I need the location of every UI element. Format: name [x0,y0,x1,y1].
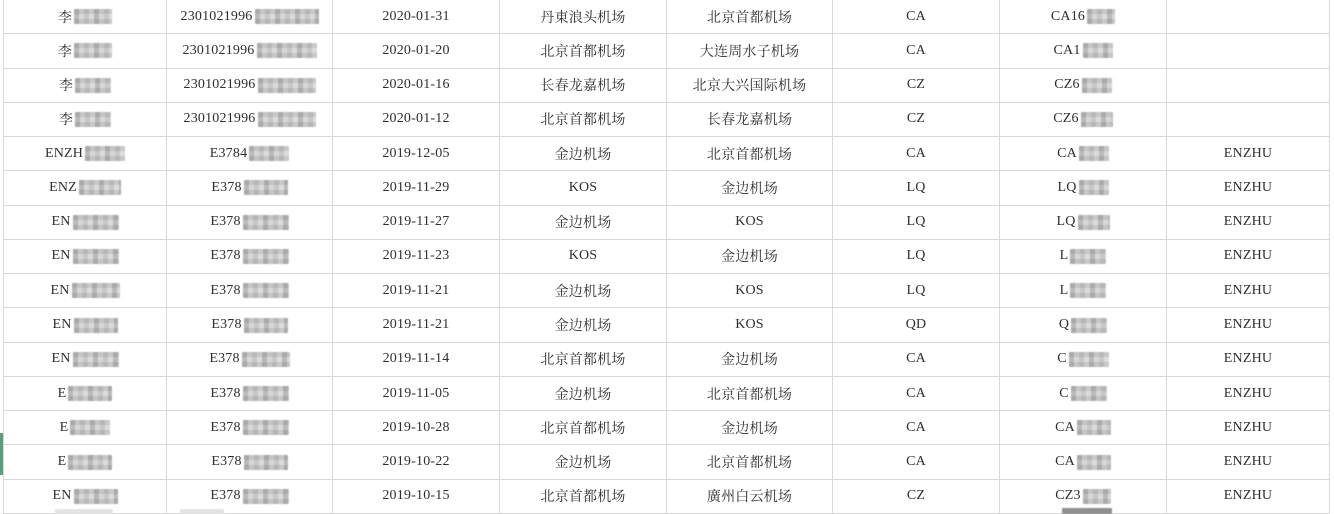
cell-flight-number[interactable] [1000,137,1167,171]
cell-id-number[interactable] [167,445,333,479]
cell-text: ENZHU [1223,248,1273,264]
cell-departure-airport[interactable] [500,274,667,308]
cell-remark[interactable] [1167,274,1330,308]
cell-text: LQ [906,214,926,230]
cell-arrival-airport[interactable] [667,240,833,274]
redaction-mosaic [244,318,288,333]
cell-text: 2019-11-23 [382,248,450,264]
cell-text: 北京首都机场 [540,44,626,60]
redaction-mosaic [1078,215,1110,230]
cell-text: 李 [57,44,73,60]
cell-text: E378 [210,282,241,298]
cell-text: EN [51,248,71,264]
cell-text: 金边机场 [554,284,612,300]
cell-text: CZ6 [1054,77,1080,93]
cell-text: ENZHU [1223,214,1273,230]
cell-text: CZ [906,488,926,504]
cell-text: 2020-01-16 [382,77,450,93]
cell-passenger-name[interactable] [4,206,167,240]
cell-text: 北京首都机场 [540,113,626,129]
cell-text: 金边机场 [554,387,612,403]
cell-text: ENZHU [1223,454,1273,470]
cell-text: EN [51,351,71,367]
cell-arrival-airport[interactable] [667,445,833,479]
cell-remark[interactable] [1167,34,1330,68]
cell-passenger-name[interactable] [4,377,167,411]
cell-text: 北京首都机场 [706,456,793,472]
cell-passenger-name[interactable] [4,445,167,479]
cell-text: 北京首都机场 [706,10,793,26]
cell-id-number[interactable] [167,137,333,171]
cell-id-number[interactable] [167,377,333,411]
redaction-mosaic [1082,78,1112,93]
cell-text: 金边机场 [554,319,612,335]
redaction-mosaic [74,489,118,504]
cell-text: 2301021996 [180,8,253,24]
cell-passenger-name[interactable] [4,171,167,205]
redaction-mosaic [242,352,290,367]
cell-text: CZ [906,77,926,93]
cell-passenger-name[interactable] [4,103,167,137]
redaction-mosaic [74,318,118,333]
cell-text: CZ [906,111,926,127]
cell-text: 金边机场 [554,216,612,232]
redaction-mosaic [72,283,120,298]
redaction-mosaic [255,9,319,24]
cell-remark[interactable] [1167,308,1330,342]
cell-text: CA [1055,419,1075,435]
cell-text: LQ [906,179,926,195]
cell-text: 2019-11-21 [382,282,450,298]
cell-airline-code[interactable] [833,103,1000,137]
cell-flight-number[interactable] [1000,274,1167,308]
redaction-mosaic [243,386,289,401]
cell-arrival-airport[interactable] [667,171,833,205]
cell-flight-number[interactable] [1000,343,1167,377]
redaction-mosaic [258,78,316,93]
cell-remark[interactable] [1167,206,1330,240]
redaction-mosaic [73,352,119,367]
cell-text: E [59,419,69,435]
cell-text: 北京首都机场 [706,147,793,163]
redaction-mosaic [73,215,119,230]
cell-departure-airport[interactable] [500,34,667,68]
redaction-mosaic [1070,249,1106,264]
redaction-mosaic [73,249,119,264]
cell-flight-date[interactable] [333,240,500,274]
cell-airline-code[interactable] [833,137,1000,171]
cell-text: 金边机场 [554,147,612,163]
redaction-mosaic [1071,386,1107,401]
cell-flight-date[interactable] [333,445,500,479]
cell-departure-airport[interactable] [500,137,667,171]
cell-departure-airport[interactable] [500,445,667,479]
cell-text: E378 [210,488,241,504]
cell-text: C [1057,351,1067,367]
cell-remark[interactable] [1167,69,1330,103]
cell-flight-number[interactable] [1000,308,1167,342]
cell-text: ENZHU [1223,317,1273,333]
cell-text: KOS [568,248,598,264]
cell-remark[interactable] [1167,137,1330,171]
cell-text: Q [1058,317,1070,333]
cell-flight-date[interactable] [333,69,500,103]
cell-id-number[interactable] [167,274,333,308]
cell-passenger-name[interactable] [4,411,167,445]
cell-text: L [1059,248,1069,264]
cell-departure-airport[interactable] [500,377,667,411]
cell-flight-date[interactable] [333,171,500,205]
cell-text: LQ [1056,214,1076,230]
cell-text: KOS [735,317,764,333]
cell-flight-number[interactable] [1000,171,1167,205]
cell-text: 2019-11-05 [382,385,450,401]
cell-text: 2020-01-31 [382,8,450,24]
cell-text: EN [52,488,72,504]
cell-text: CA [1057,145,1077,161]
cell-remark[interactable] [1167,0,1330,34]
cell-text: 2020-01-12 [382,111,450,127]
cell-arrival-airport[interactable] [667,69,833,103]
cell-departure-airport[interactable] [500,308,667,342]
cell-text: ENZHU [1223,385,1273,401]
cell-id-number[interactable] [167,103,333,137]
cell-remark[interactable] [1167,445,1330,479]
redaction-mosaic [257,43,317,58]
cell-text: ENZH [44,145,84,161]
cell-text: 2019-11-21 [382,317,450,333]
cell-text: ENZHU [1223,419,1273,435]
cell-text: LQ [906,282,926,298]
row-accent-strip [0,433,3,475]
cell-flight-number[interactable] [1000,103,1167,137]
cell-text: 北京首都机场 [706,387,793,403]
cell-passenger-name[interactable] [4,69,167,103]
cell-text: CA [906,8,926,24]
cell-text: 金边机场 [721,353,778,369]
cell-passenger-name[interactable] [4,308,167,342]
cell-text: CA [906,145,926,161]
cell-id-number[interactable] [167,411,333,445]
cell-arrival-airport[interactable] [667,308,833,342]
redaction-mosaic [1087,9,1115,24]
cell-airline-code[interactable] [833,274,1000,308]
cell-text: CA16 [1050,8,1086,24]
cell-arrival-airport[interactable] [667,411,833,445]
cell-text: EN [51,214,71,230]
cell-flight-date[interactable] [333,411,500,445]
redaction-mosaic [68,455,112,470]
redaction-mosaic [74,43,112,58]
cell-text: 北京首都机场 [540,490,626,506]
cell-text: EN [52,317,72,333]
redaction-mosaic [243,283,289,298]
redaction-mosaic [75,112,111,127]
cell-text: 2019-12-05 [382,145,450,161]
cell-text: E378 [210,214,241,230]
flight-records-table [3,0,1330,514]
cell-text: E378 [211,317,242,333]
cell-arrival-airport[interactable] [667,480,833,514]
redaction-mosaic [1077,455,1111,470]
cell-text: KOS [735,282,764,298]
cell-text: 长春龙嘉机场 [540,79,626,95]
redaction-mosaic [1077,420,1111,435]
cell-text: E [57,385,67,401]
cell-text: 金边机场 [721,181,778,197]
cell-passenger-name[interactable] [4,274,167,308]
cell-arrival-airport[interactable] [667,377,833,411]
cell-text: 2301021996 [182,42,255,58]
redaction-mosaic [1079,146,1109,161]
cell-arrival-airport[interactable] [667,34,833,68]
cell-remark[interactable] [1167,240,1330,274]
cell-text: E378 [210,385,241,401]
cell-text: 2019-11-27 [382,214,450,230]
cell-flight-date[interactable] [333,34,500,68]
cell-text: ENZHU [1223,351,1273,367]
redaction-mosaic [244,180,288,195]
cell-arrival-airport[interactable] [667,343,833,377]
cell-passenger-name[interactable] [4,343,167,377]
cell-text: 北京首都机场 [540,421,626,437]
cell-text: E3784 [209,145,248,161]
table-grid [4,0,1330,514]
cell-text: 2020-01-20 [382,42,450,58]
cell-flight-date[interactable] [333,274,500,308]
cell-text: KOS [568,179,598,195]
cell-text: L [1059,282,1069,298]
cell-passenger-name[interactable] [4,34,167,68]
cell-text: 李 [58,79,74,95]
cell-text: CA [906,419,926,435]
cell-departure-airport[interactable] [500,206,667,240]
cell-flight-number[interactable] [1000,34,1167,68]
cell-text: C [1059,385,1069,401]
cell-flight-number[interactable] [1000,445,1167,479]
cell-flight-date[interactable] [333,0,500,34]
cell-text: 大连周水子机场 [699,44,800,60]
cell-airline-code[interactable] [833,308,1000,342]
cell-text: LQ [906,248,926,264]
redaction-mosaic [70,420,110,435]
redaction-mosaic [1083,43,1113,58]
redaction-mosaic [243,489,289,504]
cell-airline-code[interactable] [833,0,1000,34]
cell-text: 金边机场 [721,250,778,266]
cell-text: CZ3 [1055,488,1081,504]
cell-airline-code[interactable] [833,480,1000,514]
cell-flight-date[interactable] [333,103,500,137]
cell-text: CA [906,454,926,470]
cell-text: 北京大兴国际机场 [692,79,807,95]
cell-airline-code[interactable] [833,343,1000,377]
cell-text: CZ6 [1053,111,1079,127]
cell-text: CA [906,351,926,367]
cell-text: 金边机场 [721,421,778,437]
cell-passenger-name[interactable] [4,240,167,274]
redaction-mosaic [79,180,121,195]
cell-flight-number[interactable] [1000,377,1167,411]
cell-text: 金边机场 [554,456,612,472]
cell-flight-number[interactable] [1000,240,1167,274]
cell-remark[interactable] [1167,343,1330,377]
cell-text: 2019-10-28 [382,419,450,435]
cell-id-number[interactable] [167,69,333,103]
cell-flight-number[interactable] [1000,411,1167,445]
cell-flight-date[interactable] [333,343,500,377]
cell-arrival-airport[interactable] [667,0,833,34]
cutoff-redaction-blob [1062,508,1112,514]
cell-text: 2301021996 [183,77,256,93]
cell-remark[interactable] [1167,377,1330,411]
cell-remark[interactable] [1167,171,1330,205]
cell-text: EN [50,282,70,298]
cell-flight-date[interactable] [333,308,500,342]
cell-departure-airport[interactable] [500,171,667,205]
cell-flight-date[interactable] [333,377,500,411]
cell-departure-airport[interactable] [500,0,667,34]
cell-id-number[interactable] [167,0,333,34]
cell-flight-date[interactable] [333,137,500,171]
cell-id-number[interactable] [167,206,333,240]
cell-text: E378 [209,351,240,367]
cell-text: 北京首都机场 [540,353,626,369]
cell-id-number[interactable] [167,343,333,377]
redaction-mosaic [249,146,289,161]
cell-arrival-airport[interactable] [667,274,833,308]
cutoff-redaction-blob [180,509,224,514]
cell-text: E378 [211,179,242,195]
cell-flight-number[interactable] [1000,206,1167,240]
cell-remark[interactable] [1167,480,1330,514]
cell-text: 2019-10-22 [382,454,450,470]
cell-flight-date[interactable] [333,480,500,514]
cell-text: ENZHU [1223,488,1273,504]
cell-text: QD [905,317,927,333]
redaction-mosaic [243,420,289,435]
cell-remark[interactable] [1167,411,1330,445]
cell-departure-airport[interactable] [500,480,667,514]
cell-text: ENZ [49,179,77,195]
cell-text: ENZHU [1223,282,1273,298]
cutoff-redaction-blob [55,509,113,514]
cell-departure-airport[interactable] [500,411,667,445]
cell-departure-airport[interactable] [500,343,667,377]
cell-airline-code[interactable] [833,240,1000,274]
redaction-mosaic [243,215,289,230]
cell-id-number[interactable] [167,171,333,205]
redaction-mosaic [1079,180,1109,195]
cell-text: E378 [210,248,241,264]
redaction-mosaic [1069,352,1109,367]
cell-text: E378 [210,419,241,435]
cell-remark[interactable] [1167,103,1330,137]
cell-text: KOS [735,214,764,230]
cell-text: CA [906,42,926,58]
cell-passenger-name[interactable] [4,137,167,171]
cell-text: 长春龙嘉机场 [706,113,793,129]
redaction-mosaic [258,112,316,127]
cell-id-number[interactable] [167,308,333,342]
redaction-mosaic [243,249,289,264]
cell-arrival-airport[interactable] [667,103,833,137]
cell-airline-code[interactable] [833,171,1000,205]
redaction-mosaic [74,9,112,24]
cell-flight-date[interactable] [333,206,500,240]
cell-airline-code[interactable] [833,69,1000,103]
cell-arrival-airport[interactable] [667,137,833,171]
cell-text: E [57,454,67,470]
cell-airline-code[interactable] [833,411,1000,445]
redaction-mosaic [1081,112,1113,127]
cell-text: CA [1055,454,1075,470]
redaction-mosaic [244,455,288,470]
cell-airline-code[interactable] [833,206,1000,240]
redaction-mosaic [1070,283,1106,298]
redaction-mosaic [1083,489,1111,504]
cell-text: 李 [57,10,73,26]
cell-text: 廣州白云机场 [706,490,793,506]
cell-arrival-airport[interactable] [667,206,833,240]
cell-text: 李 [58,113,74,129]
cell-text: CA1 [1053,42,1081,58]
cell-airline-code[interactable] [833,445,1000,479]
cell-text: E378 [211,454,242,470]
cell-airline-code[interactable] [833,34,1000,68]
cell-text: ENZHU [1223,179,1273,195]
cell-text: 2019-10-15 [382,488,450,504]
redaction-mosaic [68,386,112,401]
cell-passenger-name[interactable] [4,0,167,34]
cell-departure-airport[interactable] [500,69,667,103]
redaction-mosaic [75,78,111,93]
cell-airline-code[interactable] [833,377,1000,411]
cell-departure-airport[interactable] [500,240,667,274]
cell-text: LQ [1057,179,1077,195]
cell-text: 2301021996 [183,111,256,127]
cell-flight-number[interactable] [1000,0,1167,34]
cell-text: CA [906,385,926,401]
cell-flight-number[interactable] [1000,69,1167,103]
cell-text: 2019-11-14 [382,351,450,367]
cell-id-number[interactable] [167,34,333,68]
cell-text: ENZHU [1223,145,1273,161]
cell-id-number[interactable] [167,240,333,274]
cell-text: 丹東浪头机场 [540,10,626,26]
cell-departure-airport[interactable] [500,103,667,137]
redaction-mosaic [85,146,125,161]
cell-text: 2019-11-29 [382,179,450,195]
redaction-mosaic [1071,318,1107,333]
